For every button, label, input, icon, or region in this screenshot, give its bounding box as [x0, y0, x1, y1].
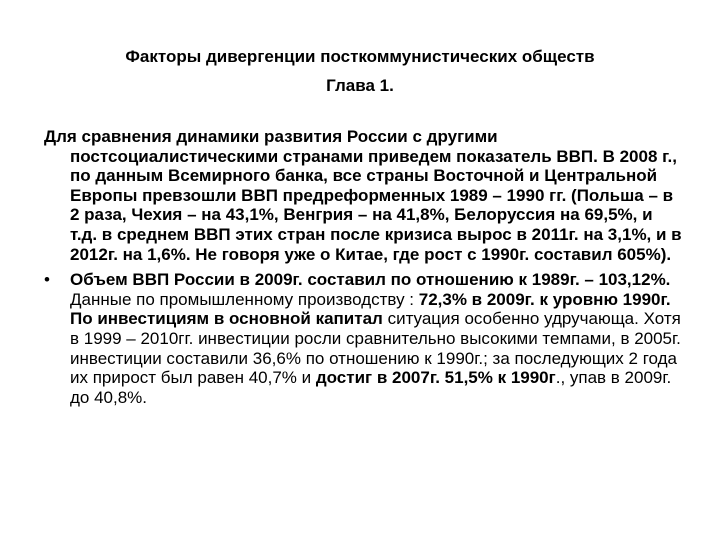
- bullet-text-investment-peak: достиг в 2007г. 51,5% к 1990г: [315, 368, 556, 388]
- bullet-text-gdp: Объем ВВП России в 2009г. составил по отношению к 1989г. – 103,12%.: [70, 270, 671, 290]
- bullet-text-industry-value: 72,3% в 2009г. к уровню 1990г. По инвестициям в основной капитал: [70, 289, 671, 329]
- slide-title: [40, 42, 680, 100]
- bullet-icon: •: [44, 270, 50, 290]
- bullet-text-investment: ситуация особенно удручающа. Хотя в 1999 – 2010гг. инвестиции росли сравнительно высокими темпами, в 2005г. инвестиции составили 36,6% по отношению к 1990г.; за последующих 2 года их прирост был равен 40,7% и: [70, 309, 681, 388]
- bullet-item-russia-gdp: [44, 270, 684, 407]
- title-line-2: Глава 1.: [326, 76, 394, 95]
- paragraph-gdp-comparison: Для сравнения динамики развития России с другими постсоциалистическими странами приведем показатель ВВП. В 2008 г., по данным Всемирного банка, все страны Восточной и Центральной Европы превзошли ВВП предреформенных 1989 – 1990 гг. (Польша – в 2 раза, Чехия – на 43,1%, Венгрия – на 41,8%, Белоруссия на 69,5%, и т.д. в среднем ВВП этих стран после кризиса вырос в 2011г. на 3,1%, и в 2012г. на 1,6%. Не говоря уже о Китае, где рост с 1990г. составил 605%).: [44, 127, 682, 264]
- slide-body: [44, 127, 684, 407]
- bullet-text-industry-intro: Данные по промышленному производству :: [70, 289, 419, 309]
- title-line-1: Факторы дивергенции посткоммунистических обществ: [125, 47, 595, 66]
- bullet-text-investment-drop: ., упав в 2009г. до 40,8%.: [70, 368, 672, 407]
